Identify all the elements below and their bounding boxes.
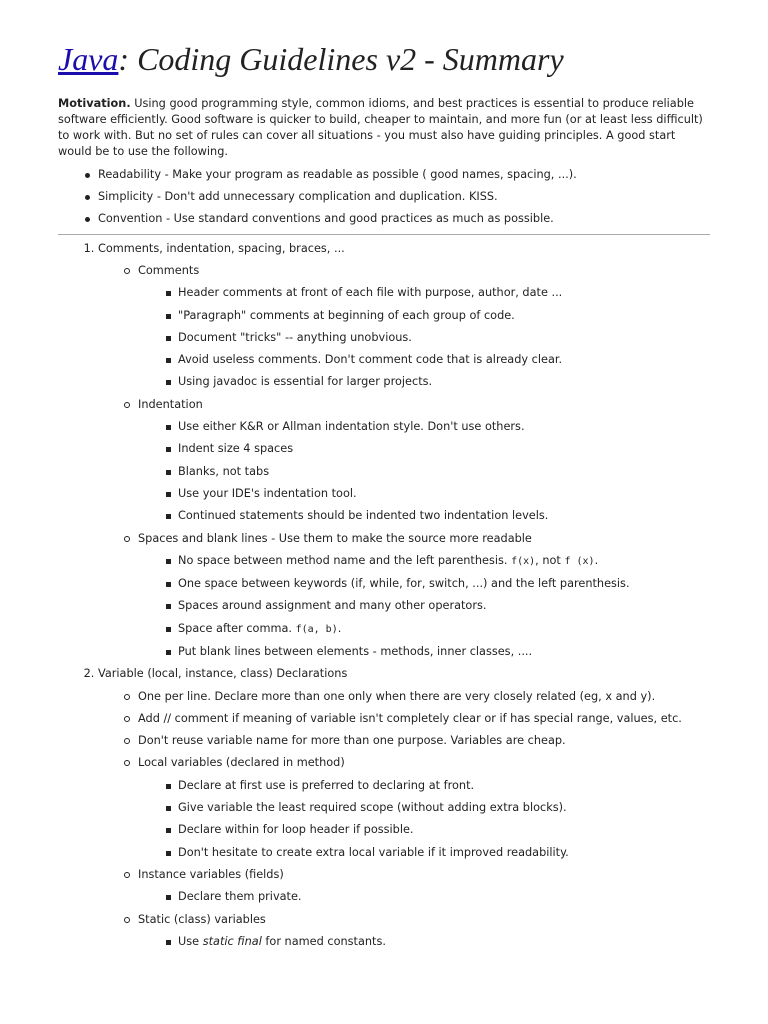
list-item: Header comments at front of each file with purpose, author, date ...	[178, 282, 710, 304]
code-sample: f(x)	[511, 555, 536, 567]
list-item	[178, 931, 710, 953]
spaces-list	[138, 550, 710, 663]
instance-variables-list	[138, 886, 710, 908]
item-text: Add // comment if meaning of variable isn't completely clear or if has special range, values, etc.	[138, 711, 682, 725]
list-item: Don't hesitate to create extra local variable if it improved readability.	[178, 842, 710, 864]
subsection-label: Indentation	[138, 397, 203, 411]
list-item: Declare at first use is preferred to declaring at front.	[178, 775, 710, 797]
section-label: Variable (local, instance, class) Declarations	[98, 667, 348, 681]
list-item	[138, 708, 710, 730]
list-item	[138, 686, 710, 708]
motivation-paragraph	[58, 96, 710, 159]
list-item: One space between keywords (if, while, for, switch, ...) and the left parenthesis.	[178, 573, 710, 595]
emphasis-text: static final	[202, 934, 262, 948]
divider	[58, 234, 710, 235]
subsection-static-variables	[138, 909, 710, 954]
subsection-label: Spaces and blank lines - Use them to make the source more readable	[138, 531, 532, 545]
list-item: Avoid useless comments. Don't comment code that is already clear.	[178, 349, 710, 371]
item-text: Use	[178, 934, 203, 948]
subsection-instance-variables	[138, 864, 710, 909]
page-title	[58, 40, 710, 78]
principle-simplicity: Simplicity - Don't add unnecessary complication and duplication. KISS.	[98, 186, 710, 208]
item-text: .	[337, 621, 342, 635]
list-item: Declare within for loop header if possible.	[178, 819, 710, 841]
subsection-label: Local variables (declared in method)	[138, 756, 345, 770]
list-item: Document "tricks" -- anything unobvious.	[178, 327, 710, 349]
item-text: No space between method name and the left parenthesis.	[178, 553, 512, 567]
list-item: "Paragraph" comments at beginning of each group of code.	[178, 305, 710, 327]
list-item: Declare them private.	[178, 886, 710, 908]
principles-list	[58, 164, 710, 230]
item-text: Space after comma.	[178, 621, 296, 635]
subsection-spaces	[138, 528, 710, 664]
title-text: : Coding Guidelines v2 - Summary	[118, 41, 564, 77]
section-1-sublist	[98, 260, 710, 663]
indentation-list	[138, 416, 710, 527]
motivation-label: Motivation.	[58, 97, 131, 111]
list-item: Use your IDE's indentation tool.	[178, 483, 710, 505]
list-item	[178, 618, 710, 641]
code-sample: f (x)	[564, 555, 595, 567]
subsection-label: Instance variables (fields)	[138, 867, 284, 881]
list-item: Give variable the least required scope (without adding extra blocks).	[178, 797, 710, 819]
list-item: Put blank lines between elements - methods, inner classes, ....	[178, 641, 710, 663]
list-item	[138, 730, 710, 752]
list-item: Continued statements should be indented two indentation levels.	[178, 505, 710, 527]
code-sample: f(a, b)	[295, 623, 338, 635]
section-label: Comments, indentation, spacing, braces, ...	[98, 241, 345, 255]
subsection-indentation	[138, 394, 710, 528]
subsection-comments	[138, 260, 710, 394]
principle-convention: Convention - Use standard conventions and good practices as much as possible.	[98, 208, 710, 230]
item-text: for named constants.	[261, 934, 386, 948]
item-text: .	[594, 553, 599, 567]
guidelines-list	[58, 238, 710, 954]
list-item: Use either K&R or Allman indentation style. Don't use others.	[178, 416, 710, 438]
comments-list	[138, 282, 710, 393]
subsection-local-variables	[138, 752, 710, 863]
list-item: Indent size 4 spaces	[178, 438, 710, 460]
section-variable-declarations	[98, 663, 710, 953]
motivation-text: Using good programming style, common idioms, and best practices is essential to produce reliable software efficiently. Good software is quicker to build, cheaper to maintain, and more fun (or at least less difficult) to work with. But no set of rules can cover all situations - you must also have guiding principles. A good start would be to use the following.	[58, 97, 703, 158]
item-text: , not	[535, 553, 565, 567]
local-variables-list	[138, 775, 710, 864]
item-text: Don't reuse variable name for more than one purpose. Variables are cheap.	[138, 734, 566, 748]
subsection-label: Static (class) variables	[138, 912, 266, 926]
static-variables-list	[138, 931, 710, 953]
list-item: Spaces around assignment and many other operators.	[178, 595, 710, 617]
item-text: One per line. Declare more than one only when there are very closely related (eg, x and y).	[138, 689, 656, 703]
section-comments-spacing	[98, 238, 710, 664]
list-item	[178, 550, 710, 573]
principle-readability: Readability - Make your program as readable as possible ( good names, spacing, ...).	[98, 164, 710, 186]
java-link[interactable]: Java	[58, 41, 119, 77]
subsection-label: Comments	[138, 263, 200, 277]
list-item: Using javadoc is essential for larger projects.	[178, 371, 710, 393]
list-item: Blanks, not tabs	[178, 461, 710, 483]
section-2-sublist	[98, 686, 710, 954]
